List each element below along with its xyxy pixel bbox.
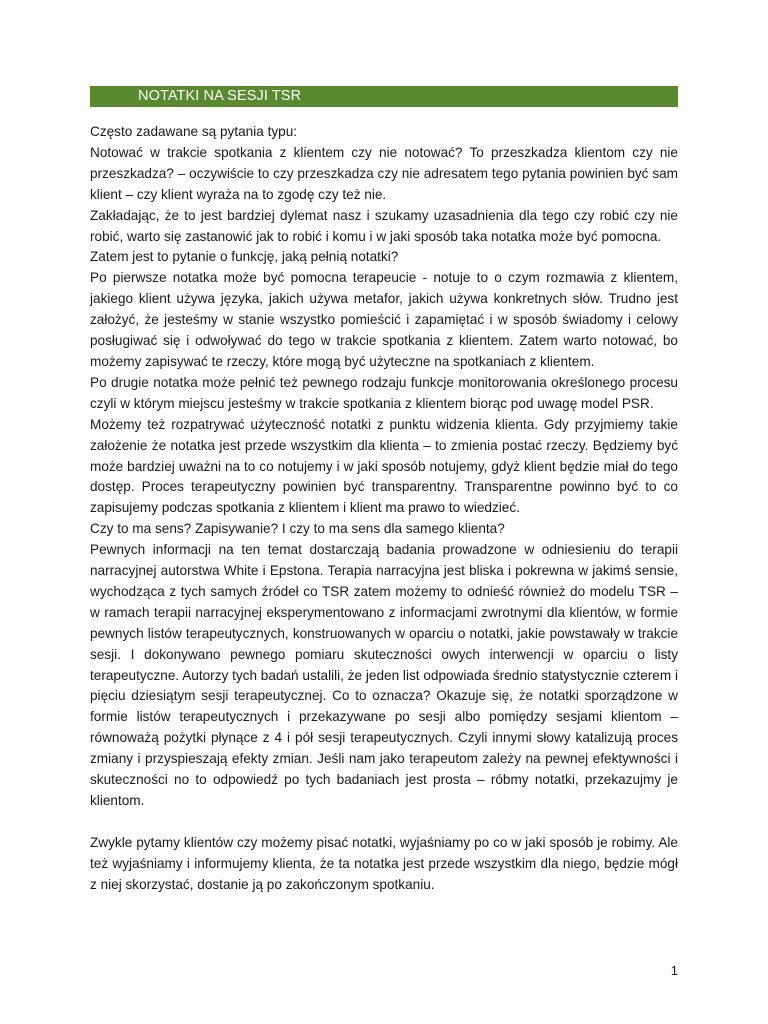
section-heading: NOTATKI NA SESJI TSR [138,88,302,104]
paragraph-therapist-function: Po pierwsze notatka może być pomocna terapeucie - notuje to o czym rozmawia z klientem, jakiego klient używa języka, jakich używa metafor, jakich używa konkretnych słów. Trudno jest założyć, że jesteśmy w stanie wszystko pomieścić i zapamiętać i w sposób świadomy i celowy posługiwać się i odwoływać do tego w trakcie spotkania z klientem. Zatem warto notować, bo możemy zapisywać te rzeczy, które mogą być użyteczne na spotkaniach z klientem. [90,270,678,369]
page-number: 1 [670,963,678,978]
paragraph-sense-question: Czy to ma sens? Zapisywanie? I czy to ma sens dla samego klienta? [90,521,505,537]
section-heading-bar [90,86,678,107]
paragraph-question: Notować w trakcie spotkania z klientem czy nie notować? To przeszkadza klientom czy nie przeszkadza? – oczywiście to czy przeszkadza czy nie adresatem tego pytania powinien być sam klient – czy klient wyraża na to zgodę czy też nie. [90,144,678,202]
paragraph-intro: Często zadawane są pytania typu: [90,124,298,139]
paragraph-practice: Zwykle pytamy klientów czy możemy pisać notatki, wyjaśniamy po co w jaki sposób je robimy. Ale też wyjaśniamy i informujemy klienta, że ta notatka jest przede wszystkim dla niego, będzie mógł z niej skorzystać, dostanie ją po zakończonym spotkaniu. [90,834,678,892]
document-body [90,122,678,896]
paragraph-dilemma: Zakładając, że to jest bardziej dylemat nasz i szukamy uzasadnienia dla tego czy robić czy nie robić, warto się zastanowić jak to robić i komu i w jaki sposób taka notatka może być pomocna. [90,207,678,244]
paragraph-client-perspective: Możemy też rozpatrywać użyteczność notatki z punktu widzenia klienta. Gdy przyjmiemy takie założenie że notatka jest przede wszystkim dla klienta – to zmienia postać rzeczy. Będziemy być może bardziej uważni na to co notujemy i w jaki sposób notujemy, gdyż klient będzie miał do tego dostęp. Proces terapeutyczny powinien być transparentny. Transparentne powinno być to co zapisujemy podczas spotkania z klientem i klient ma prawo to wiedzieć. [90,416,678,516]
paragraph-function-question: Zatem jest to pytanie o funkcję, jaką pełnią notatki? [90,249,399,265]
paragraph-monitoring-function: Po drugie notatka może pełnić też pewnego rodzaju funkcje monitorowania określonego procesu czyli w którym miejscu jesteśmy w trakcie spotkania z klientem biorąc pod uwagę model PSR. [90,374,678,411]
paragraph-research: Pewnych informacji na ten temat dostarczają badania prowadzone w odniesieniu do terapii narracyjnej autorstwa White i Epstona. Terapia narracyjna jest bliska i pokrewna w jakimś sensie, wychodząca z tych samych źródeł co TSR zatem możemy to odnieść również do modelu TSR – w ramach terapii narracyjnej eksperymentowano z informacjami zwrotnymi dla klientów, w formie pewnych listów terapeutycznych, konstruowanych w oparciu o notatki, jakie powstawały w trakcie sesji. I dokonywano pewnego pomiaru skuteczności owych interwencji w oparciu o listy terapeutyczne. Autorzy tych badań ustalili, że jeden list odpowiada średnio statystycznie czterem i pięciu dziesiątym sesji terapeutycznej. Co to oznacza? Okazuje się, że notatki sporządzone w formie listów terapeutycznych i przekazywane po sesji albo pomiędzy sesjami klientom – równoważą pożytki płynące z 4 i pół sesji terapeutycznych. Czyli innymi słowy katalizują proces zmiany i przyspieszają efekty zmian. Jeśli nam jako terapeutom zależy na pewnej efektywności i skuteczności no to odpowiedź po tych badaniach jest prosta – róbmy notatki, przekazujmy je klientom. [90,542,678,808]
